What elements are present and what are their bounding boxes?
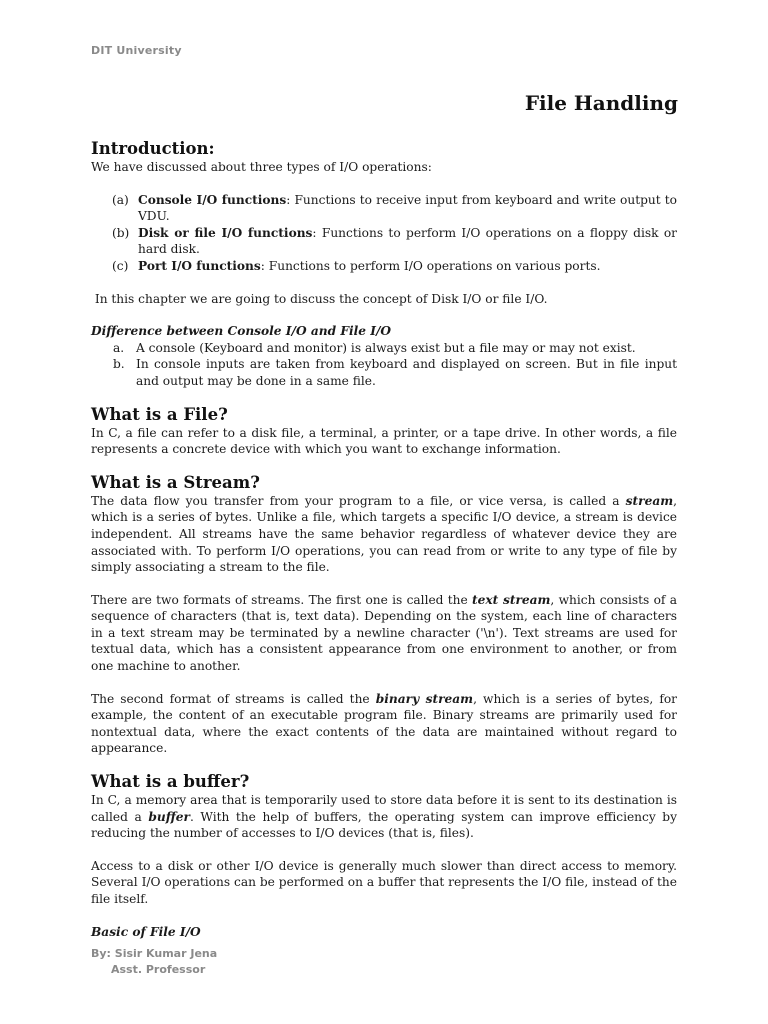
list-description: : Functions to perform I/O operations on a floppy disk or hard disk. — [138, 225, 677, 257]
file-heading: What is a File? — [91, 404, 228, 424]
document-body — [91, 138, 677, 940]
buffer-heading: What is a buffer? — [91, 772, 250, 792]
buffer-term: buffer — [148, 809, 190, 824]
list-item — [91, 225, 677, 258]
author-signature — [91, 946, 217, 978]
list-term: Disk or file I/O functions — [138, 225, 313, 240]
buffer-paragraph-2: Access to a disk or other I/O device is generally much slower than direct access to memory. Several I/O operations can be performed on a buffer that represents the I/O file, instead of the file itself. — [91, 858, 677, 906]
buffer-paragraph-1: In C, a memory area that is temporarily used to store data before it is sent to its destination is called a buffer. With the help of buffers, the operating system can improve efficiency by reducing the number of accesses to I/O devices (that is, files). — [91, 793, 677, 841]
binary-stream-term: binary stream — [375, 691, 474, 706]
list-marker: a. — [113, 340, 125, 355]
stream-paragraph-2: There are two formats of streams. The first one is called the text stream, which consists of a sequence of characters (that is, text data). Depending on the system, each line of characters in a text stream may be terminated by a newline character ('\n'). Text streams are used for textual data, which has a consistent appearance from one environment to another, or from one machine to another. — [91, 592, 677, 674]
list-term: Console I/O functions — [138, 192, 287, 207]
list-item — [91, 356, 677, 389]
io-types-list — [91, 192, 677, 275]
author-name: By: Sisir Kumar Jena — [91, 947, 218, 960]
list-text: In console inputs are taken from keyboard and displayed on screen. But in file input and output may be done in a same file. — [136, 357, 677, 388]
chapter-note: In this chapter we are going to discuss the concept of Disk I/O or file I/O. — [91, 291, 548, 306]
list-item — [91, 192, 677, 225]
list-text: A console (Keyboard and monitor) is always exist but a file may or may not exist. — [136, 340, 636, 355]
introduction-heading: Introduction: — [91, 139, 215, 158]
text-stream-term: text stream — [472, 592, 551, 607]
stream-term: stream — [625, 493, 674, 508]
basic-file-io-heading: Basic of File I/O — [91, 924, 201, 939]
difference-list — [91, 340, 677, 390]
file-paragraph: In C, a file can refer to a disk file, a terminal, a printer, or a tape drive. In other words, a file represents a concrete device with which you want to exchange information. — [91, 425, 677, 457]
list-item — [91, 258, 677, 275]
stream-paragraph-1: The data flow you transfer from your program to a file, or vice versa, is called a stream, which is a series of bytes. Unlike a file, which targets a specific I/O device, a stream is device independent. All streams have the same behavior regardless of whatever device they are associated with. To perform I/O operations, you can read from or write to any type of file by simply associating a stream to the file. — [91, 493, 677, 575]
list-marker: (a) — [112, 192, 129, 207]
author-position: Asst. Professor — [111, 963, 206, 976]
list-description: : Functions to receive input from keyboard and write output to VDU. — [138, 192, 677, 224]
list-term: Port I/O functions — [138, 258, 261, 273]
header-organization: DIT University — [91, 44, 182, 57]
difference-heading: Difference between Console I/O and File I/O — [91, 324, 392, 339]
stream-heading: What is a Stream? — [91, 472, 260, 492]
list-item — [91, 340, 677, 357]
document-title: File Handling — [524, 91, 678, 115]
list-description: : Functions to perform I/O operations on various ports. — [260, 258, 601, 273]
list-marker: (b) — [112, 225, 130, 240]
introduction-lead: We have discussed about three types of I/O operations: — [91, 160, 432, 174]
list-marker: b. — [113, 357, 125, 372]
stream-paragraph-3: The second format of streams is called the binary stream, which is a series of bytes, for example, the content of an executable program file. Binary streams are primarily used for nontextual data, where the exact contents of the data are maintained without regard to appearance. — [91, 691, 677, 756]
list-marker: (c) — [112, 258, 129, 273]
